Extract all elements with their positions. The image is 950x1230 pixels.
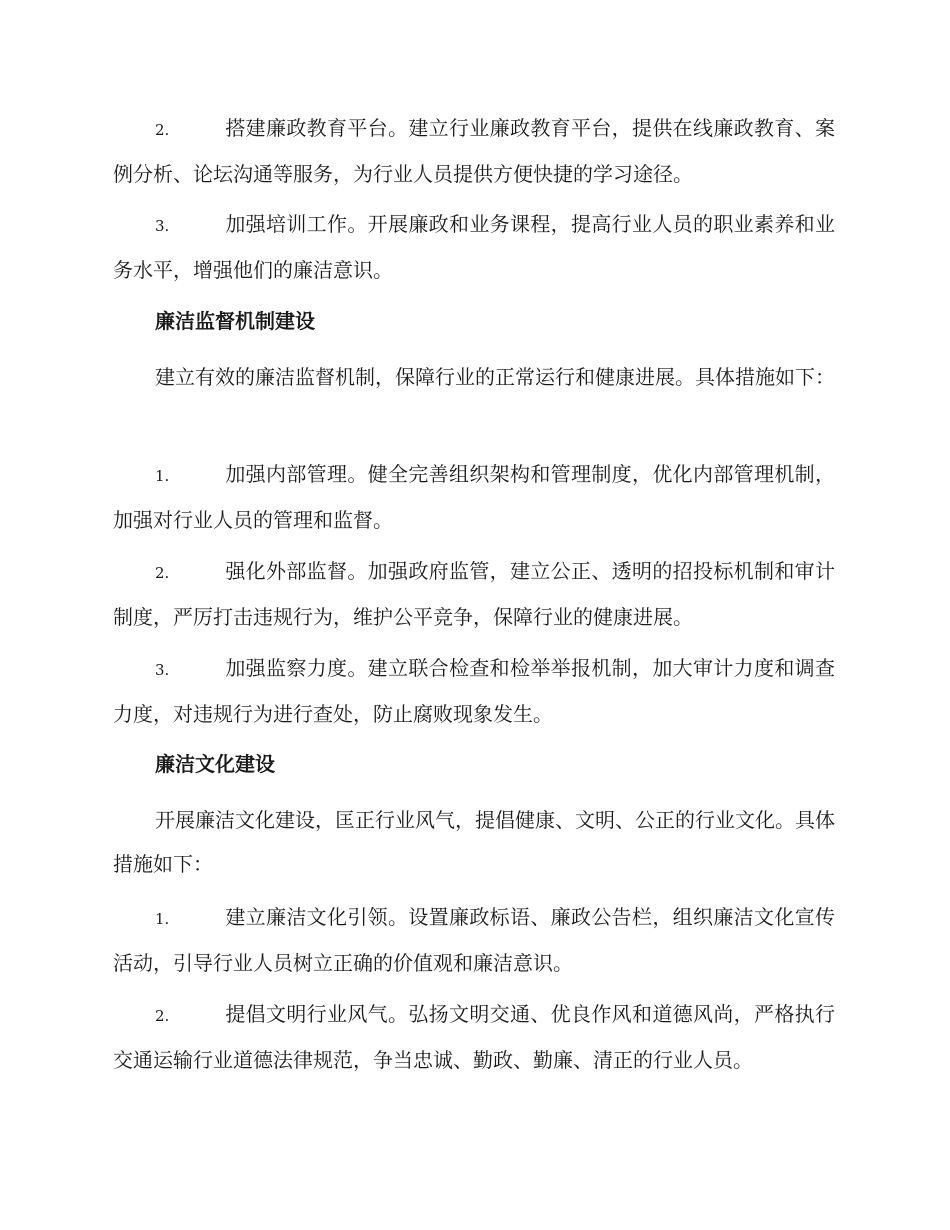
- list-item-text: 加强内部管理。健全完善组织架构和管理制度，优化内部管理机制，加强对行业人员的管理和监督。: [113, 462, 835, 532]
- list-number: 1.: [155, 467, 170, 485]
- list-item-text: 加强培训工作。开展廉政和业务课程，提高行业人员的职业素养和业务水平，增强他们的廉洁意识。: [113, 212, 835, 282]
- paragraph: [113, 798, 835, 886]
- list-item: [113, 549, 835, 639]
- list-number: 2.: [155, 121, 170, 139]
- list-number: 3.: [155, 217, 170, 235]
- list-item-text: 提倡文明行业风气。弘扬文明交通、优良作风和道德风尚，严格执行交通运输行业道德法律规范，争当忠诚、勤政、勤廉、清正的行业人员。: [113, 1002, 835, 1072]
- section-heading: [113, 742, 835, 786]
- section-heading: [113, 299, 835, 343]
- list-item: [113, 992, 835, 1082]
- list-item: [113, 646, 835, 736]
- list-number: 2.: [155, 564, 170, 582]
- list-item: [113, 202, 835, 292]
- list-number: 1.: [155, 910, 170, 928]
- section-heading-text: 廉洁监督机制建设: [155, 309, 315, 333]
- list-number: 3.: [155, 661, 170, 679]
- list-item-text: 搭建廉政教育平台。建立行业廉政教育平台，提供在线廉政教育、案例分析、论坛沟通等服务，为行业人员提供方便快捷的学习途径。: [113, 116, 835, 186]
- list-item-text: 建立廉洁文化引领。设置廉政标语、廉政公告栏，组织廉洁文化宣传活动，引导行业人员树立正确的价值观和廉洁意识。: [113, 905, 835, 975]
- paragraph: [113, 355, 835, 399]
- list-item-text: 加强监察力度。建立联合检查和检举举报机制，加大审计力度和调查力度，对违规行为进行查处，防止腐败现象发生。: [113, 656, 835, 726]
- list-item: [113, 106, 835, 196]
- section-heading-text: 廉洁文化建设: [155, 752, 275, 776]
- list-item-text: 强化外部监督。加强政府监管，建立公正、透明的招投标机制和审计制度，严厉打击违规行为，维护公平竞争，保障行业的健康进展。: [113, 559, 835, 629]
- list-number: 2.: [155, 1007, 170, 1025]
- list-item: [113, 895, 835, 985]
- list-item: [113, 452, 835, 542]
- paragraph-text: 建立有效的廉洁监督机制，保障行业的正常运行和健康进展。具体措施如下：: [155, 365, 835, 389]
- paragraph-text: 开展廉洁文化建设，匡正行业风气，提倡健康、文明、公正的行业文化。具体措施如下：: [113, 808, 835, 876]
